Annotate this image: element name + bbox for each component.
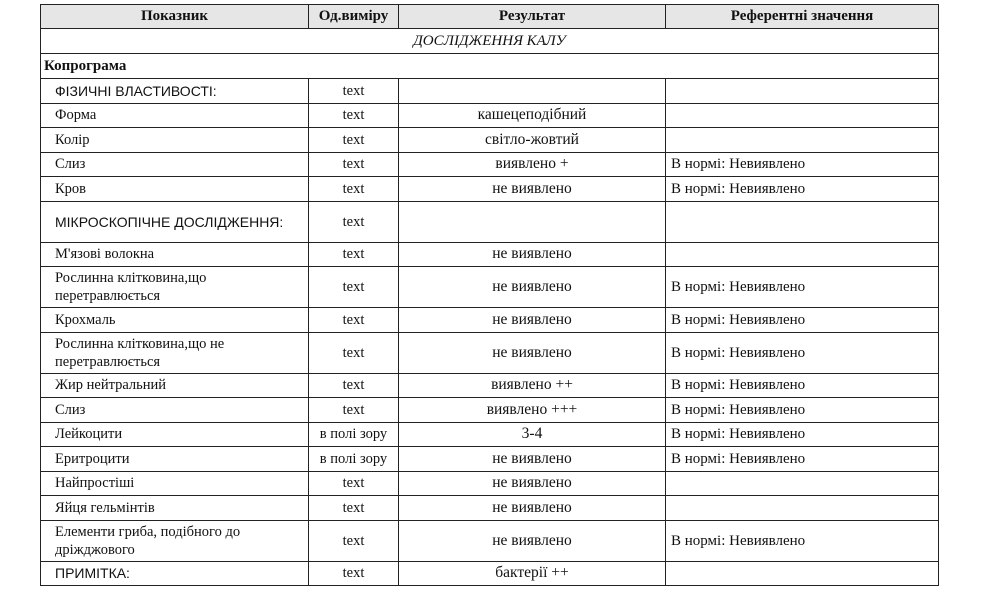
row-name: М'язові волокна bbox=[41, 242, 309, 267]
table-row bbox=[41, 373, 939, 398]
table-row bbox=[41, 471, 939, 496]
header-unit: Од.виміру bbox=[309, 5, 399, 29]
row-name: Лейкоцити bbox=[41, 422, 309, 447]
row-unit: text bbox=[309, 471, 399, 496]
table-row bbox=[41, 561, 939, 586]
row-result: бактерії ++ bbox=[399, 561, 666, 586]
row-result: не виявлено bbox=[399, 496, 666, 521]
header-row bbox=[41, 5, 939, 29]
row-unit: text bbox=[309, 267, 399, 308]
row-reference: В нормі: Невиявлено bbox=[666, 332, 939, 373]
table-row bbox=[41, 520, 939, 561]
table-row bbox=[41, 267, 939, 308]
row-result: виявлено +++ bbox=[399, 398, 666, 423]
row-result: виявлено + bbox=[399, 152, 666, 177]
row-unit: text bbox=[309, 177, 399, 202]
row-reference bbox=[666, 201, 939, 242]
table-row bbox=[41, 496, 939, 521]
table-row bbox=[41, 152, 939, 177]
row-reference: В нормі: Невиявлено bbox=[666, 398, 939, 423]
table-row bbox=[41, 398, 939, 423]
row-name: Жир нейтральний bbox=[41, 373, 309, 398]
group-title: Копрограма bbox=[41, 54, 939, 79]
row-result: не виявлено bbox=[399, 520, 666, 561]
row-reference: В нормі: Невиявлено bbox=[666, 520, 939, 561]
header-reference: Референтні значення bbox=[666, 5, 939, 29]
row-unit: text bbox=[309, 561, 399, 586]
header-indicator: Показник bbox=[41, 5, 309, 29]
row-unit: text bbox=[309, 332, 399, 373]
row-name: Рослинна клітковина,що не перетравлюється bbox=[41, 332, 309, 373]
row-name: Слиз bbox=[41, 398, 309, 423]
row-reference: В нормі: Невиявлено bbox=[666, 267, 939, 308]
row-name: ФІЗИЧНІ ВЛАСТИВОСТІ: bbox=[41, 79, 309, 104]
row-name: Елементи гриба, подібного до дріжджового bbox=[41, 520, 309, 561]
row-reference bbox=[666, 471, 939, 496]
row-unit: text bbox=[309, 152, 399, 177]
group-row bbox=[41, 54, 939, 79]
row-result: не виявлено bbox=[399, 332, 666, 373]
row-unit: в полі зору bbox=[309, 447, 399, 472]
row-unit: text bbox=[309, 373, 399, 398]
row-name: ПРИМІТКА: bbox=[41, 561, 309, 586]
table-row bbox=[41, 308, 939, 333]
row-unit: text bbox=[309, 242, 399, 267]
row-name: Форма bbox=[41, 103, 309, 128]
row-unit: text bbox=[309, 496, 399, 521]
row-name: Крохмаль bbox=[41, 308, 309, 333]
row-result: не виявлено bbox=[399, 447, 666, 472]
row-result bbox=[399, 201, 666, 242]
row-unit: text bbox=[309, 79, 399, 104]
row-name: Колір bbox=[41, 128, 309, 153]
row-reference: В нормі: Невиявлено bbox=[666, 177, 939, 202]
row-result: не виявлено bbox=[399, 267, 666, 308]
row-reference: В нормі: Невиявлено bbox=[666, 373, 939, 398]
table-row bbox=[41, 79, 939, 104]
row-unit: text bbox=[309, 398, 399, 423]
table-row bbox=[41, 177, 939, 202]
section-title: ДОСЛІДЖЕННЯ КАЛУ bbox=[41, 29, 939, 54]
table-row bbox=[41, 447, 939, 472]
row-unit: text bbox=[309, 201, 399, 242]
row-reference: В нормі: Невиявлено bbox=[666, 152, 939, 177]
row-name: МІКРОСКОПІЧНЕ ДОСЛІДЖЕННЯ: bbox=[41, 201, 309, 242]
row-result: не виявлено bbox=[399, 177, 666, 202]
table-row bbox=[41, 201, 939, 242]
row-result: кашецеподібний bbox=[399, 103, 666, 128]
row-name: Найпростіші bbox=[41, 471, 309, 496]
table-row bbox=[41, 422, 939, 447]
row-unit: text bbox=[309, 128, 399, 153]
row-result: світло-жовтий bbox=[399, 128, 666, 153]
row-result: не виявлено bbox=[399, 242, 666, 267]
row-name: Яйця гельмінтів bbox=[41, 496, 309, 521]
row-unit: text bbox=[309, 520, 399, 561]
row-reference bbox=[666, 496, 939, 521]
row-unit: text bbox=[309, 103, 399, 128]
row-result: виявлено ++ bbox=[399, 373, 666, 398]
row-result: не виявлено bbox=[399, 308, 666, 333]
table-row bbox=[41, 332, 939, 373]
row-reference: В нормі: Невиявлено bbox=[666, 422, 939, 447]
row-reference bbox=[666, 128, 939, 153]
row-result: не виявлено bbox=[399, 471, 666, 496]
row-reference bbox=[666, 79, 939, 104]
row-reference bbox=[666, 242, 939, 267]
row-unit: text bbox=[309, 308, 399, 333]
header-result: Результат bbox=[399, 5, 666, 29]
row-result: 3-4 bbox=[399, 422, 666, 447]
row-reference: В нормі: Невиявлено bbox=[666, 447, 939, 472]
table-row bbox=[41, 103, 939, 128]
section-row bbox=[41, 29, 939, 54]
row-result bbox=[399, 79, 666, 104]
row-reference bbox=[666, 103, 939, 128]
table-row bbox=[41, 128, 939, 153]
row-name: Кров bbox=[41, 177, 309, 202]
row-name: Еритроцити bbox=[41, 447, 309, 472]
row-name: Рослинна клітковина,що перетравлюється bbox=[41, 267, 309, 308]
row-reference bbox=[666, 561, 939, 586]
row-reference: В нормі: Невиявлено bbox=[666, 308, 939, 333]
table-row bbox=[41, 242, 939, 267]
row-name: Слиз bbox=[41, 152, 309, 177]
row-unit: в полі зору bbox=[309, 422, 399, 447]
results-table bbox=[40, 4, 939, 586]
